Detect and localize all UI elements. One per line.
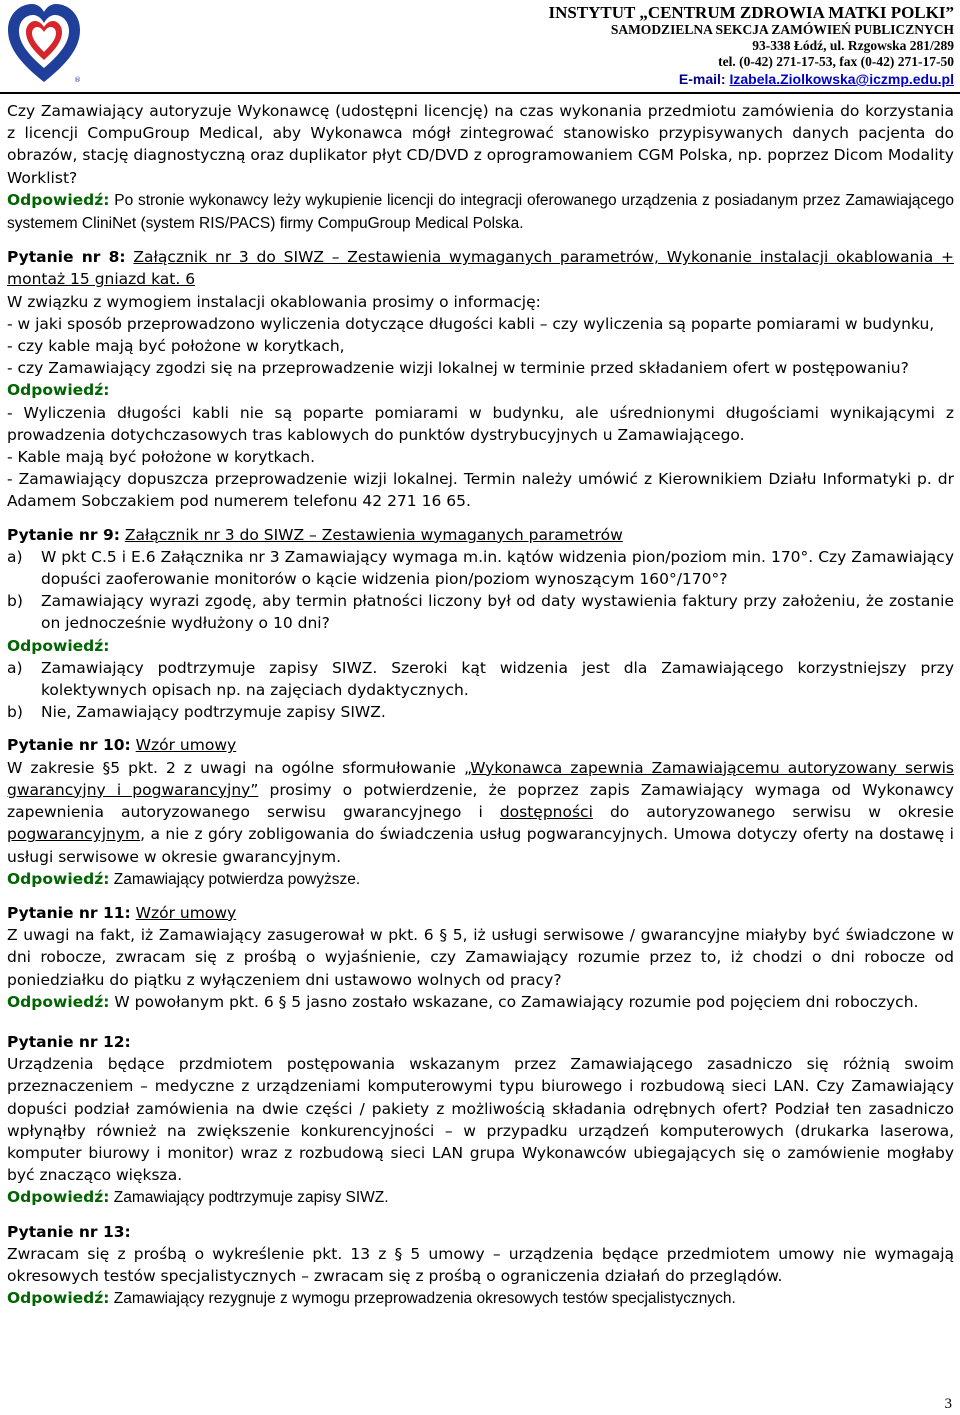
list-marker: b): [7, 703, 23, 722]
quoted-clause: „Wykonawca zapewnia Zamawiającemu autoryzowany serwis gwarancyjny i pogwarancyjny”: [7, 758, 954, 799]
list-text: Nie, Zamawiający podtrzymuje zapisy SIWZ.: [41, 703, 386, 722]
answer-text: Zamawiający podtrzymuje zapisy SIWZ.: [109, 1189, 389, 1207]
question-text: [7, 757, 954, 868]
question-10-heading: [7, 734, 954, 756]
page-number: 3: [944, 1396, 952, 1412]
answer-text: Zamawiający potwierdza powyższe.: [109, 870, 361, 888]
text-span: do autoryzowanego serwisu w okresie: [592, 803, 954, 822]
question-11-heading: [7, 902, 954, 924]
heart-logo-icon: [4, 2, 84, 88]
answer-paragraph: [7, 189, 954, 235]
answer-paragraph: [7, 991, 954, 1013]
question-13-heading: [7, 1221, 954, 1243]
question-reference: Załącznik nr 3 do SIWZ – Zestawienia wymaganych parametrów, Wykonanie instalacji okablowania + montaż 15 gniazd kat. 6: [7, 248, 954, 289]
email-link[interactable]: Izabela.Ziolkowska@iczmp.edu.pl: [729, 71, 954, 87]
list-marker: a): [7, 658, 23, 677]
svg-text:®: ®: [74, 76, 81, 84]
list-text: W pkt C.5 i E.6 Załącznika nr 3 Zamawiający wymaga m.in. kątów widzenia pion/poziom min. 170°. Czy Zamawiający dopuści zaoferowanie monitorów o kącie widzenia pion/poziom wynoszącym 160°/170°?: [41, 547, 954, 589]
list-text: Zamawiający podtrzymuje zapisy SIWZ. Szeroki kąt widzenia jest dla Zamawiającego korzystniejszy przy kolektywnych opisach np. na zajęciach dydaktycznych.: [41, 658, 954, 700]
institution-info: [548, 4, 954, 88]
question-label: Pytanie nr 8:: [7, 248, 126, 267]
answer-paragraph: [7, 1186, 954, 1209]
answer-line: - Zamawiający dopuszcza przeprowadzenie wizji lokalnej. Termin należy umówić z Kierownikiem Działu Informatyki p. dr Adamem Sobczakiem pod numerem telefonu 42 271 16 65.: [7, 470, 954, 511]
list-item: [7, 701, 954, 723]
question-reference: Wzór umowy: [135, 903, 237, 922]
question-reference: Załącznik nr 3 do SIWZ – Zestawienia wymaganych parametrów: [124, 525, 623, 544]
email-label: E-mail:: [678, 71, 730, 87]
answer-label: Odpowiedź:: [7, 1188, 110, 1207]
answer-label: Odpowiedź:: [7, 869, 110, 888]
question-line: - czy Zamawiający zgodzi się na przeprowadzenie wizji lokalnej w terminie przed składaniem ofert w postępowaniu?: [7, 359, 909, 378]
letterhead: [0, 0, 960, 92]
answer-label: Odpowiedź:: [7, 992, 110, 1011]
answer-paragraph: [7, 868, 954, 891]
address: 93-338 Łódź, ul. Rzgowska 281/289: [752, 38, 954, 53]
answer-label: Odpowiedź:: [7, 381, 110, 400]
answer-paragraph: [7, 1287, 954, 1310]
text-span: W zakresie §5 pkt. 2 z uwagi na ogólne sformułowanie: [7, 758, 464, 777]
institute-name: INSTYTUT „CENTRUM ZDROWIA MATKI POLKI”: [548, 3, 954, 22]
answer-text: W powołanym pkt. 6 § 5 jasno zostało wskazane, co Zamawiający rozumie pod pojęciem dni roboczych.: [109, 992, 919, 1011]
question-line: - czy kable mają być położone w korytkach,: [7, 337, 345, 356]
question-line: W związku z wymogiem instalacji okablowania prosimy o informację:: [7, 292, 541, 311]
question-8-heading: [7, 246, 954, 290]
text-span: , a nie z góry zobligowania do świadczenia usług pogwarancyjnych. Umowa dotyczy oferty na dostawę i usługi serwisowe w okresie gwarancyjnym.: [7, 825, 954, 866]
list-marker: b): [7, 592, 23, 611]
email-line: [548, 70, 954, 88]
text-span: prosimy o potwierdzenie, że poprzez zapis Zamawiający wymaga od Wykonawcy zapewnienia autoryzowanego serwisu gwarancyjnego i: [7, 780, 954, 822]
header-divider: [0, 92, 960, 94]
question-label: Pytanie nr 10:: [7, 736, 131, 755]
underlined-term: dostępności: [499, 803, 593, 822]
underlined-term: pogwarancyjnym: [7, 825, 141, 844]
question-text: Zwracam się z prośbą o wykreślenie pkt. 13 z § 5 umowy – urządzenia będące przedmiotem umowy nie wymagają okresowych testów specjalistycznych – zwracam się z prośbą o ograniczenia działań do przeglądów.: [7, 1244, 954, 1285]
question-label: Pytanie nr 11:: [7, 903, 131, 922]
answer-line: - Wyliczenia długości kabli nie są poparte pomiarami w budynku, ale uśrednionymi długościami wynikającymi z prowadzenia dotychczasowych tras kablowych do punktów dystrybucyjnych u Zamawiającego.: [7, 403, 954, 444]
question-text: Czy Zamawiający autoryzuje Wykonawcę (udostępni licencję) na czas wykonania przedmiotu zamówienia do korzystania z licencji CompuGroup Medical, aby Wykonawca mógł zintegrować stanowisko przypisywanych danych pacjenta do obrazów, stację diagnostyczną oraz duplikator płyt CD/DVD z oprogramowaniem CGM Polska, np. poprzez Dicom Modality Worklist?: [7, 102, 954, 187]
list-item: [7, 657, 954, 701]
question-9-heading: [7, 524, 954, 546]
answer-line: - Kable mają być położone w korytkach.: [7, 448, 316, 467]
answer-text: Zamawiający rezygnuje z wymogu przeprowadzenia okresowych testów specjalistycznych.: [109, 1290, 736, 1308]
question-label: Pytanie nr 12:: [7, 1032, 131, 1051]
list-text: Zamawiający wyrazi zgodę, aby termin płatności liczony był od daty wystawienia faktury przy założeniu, że zostanie on jednocześnie wydłużony o 10 dni?: [41, 592, 954, 633]
question-reference: Wzór umowy: [135, 736, 237, 755]
question-12-heading: [7, 1031, 954, 1053]
list-marker: a): [7, 547, 23, 566]
answer-text: Po stronie wykonawcy leży wykupienie licencji do integracji oferowanego urządzenia z posiadanym przez Zamawiającego systemem CliniNet (system RIS/PACS) firmy CompuGroup Medical Polska.: [7, 191, 954, 233]
question-label: Pytanie nr 13:: [7, 1222, 131, 1241]
question-line: - w jaki sposób przeprowadzono wyliczenia dotyczące długości kabli – czy wyliczenia są poparte pomiarami w budynku,: [7, 314, 935, 333]
phone-fax: tel. (0-42) 271-17-53, fax (0-42) 271-17-50: [718, 54, 954, 69]
question-text: Urządzenia będące przdmiotem postępowania wskazanym przez Zamawiającego zasadniczo się różnią swoim przeznaczeniem – medyczne z urządzeniami komputerowymi typu biurowego i rozbudową sieci LAN. Czy Zamawiający dopuści podział zamówienia na dwie części / pakiety z możliwością składania odrębnych ofert? Podział ten zasadniczo wpłynąłby również na zwiększenie konkurencyjności – w przypadku urządzeń komputerowych (drukarka laserowa, komputer biurowy i monitor) wraz z rozbudową sieci LAN grupa Wykonawców ubiegających się o zamówienie mogłaby być znacząco większa.: [7, 1055, 954, 1185]
section-name: SAMODZIELNA SEKCJA ZAMÓWIEŃ PUBLICZNYCH: [610, 22, 954, 37]
document-body: [7, 100, 954, 1310]
answer-label: Odpowiedź:: [7, 1289, 110, 1308]
question-label: Pytanie nr 9:: [7, 525, 120, 544]
list-item: [7, 590, 954, 634]
question-text: Z uwagi na fakt, iż Zamawiający zasugerował w pkt. 6 § 5, iż usługi serwisowe / gwarancyjne miałyby być świadczone w dni robocze, zwracam się z prośbą o wyjaśnienie, czy Zamawiający rozumie przez to, iż chodzi o dni robocze od poniedziałku do piątku z wyłączeniem dni ustawowo wolnych od pracy?: [7, 926, 954, 989]
list-item: [7, 546, 954, 590]
answer-label: Odpowiedź:: [7, 636, 110, 655]
answer-label: Odpowiedź:: [7, 190, 110, 209]
